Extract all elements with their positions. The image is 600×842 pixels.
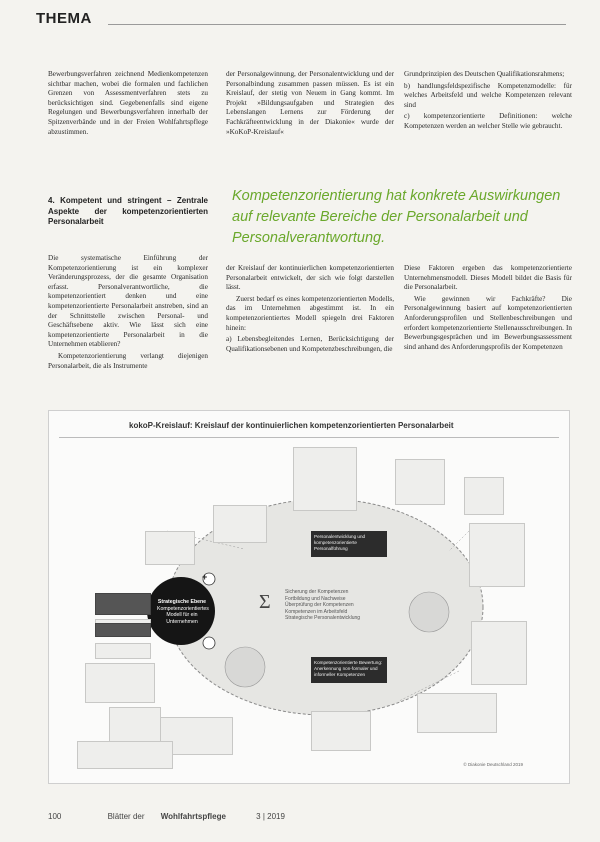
header-rule bbox=[108, 24, 566, 25]
right-node bbox=[409, 592, 449, 632]
center-node-label bbox=[157, 599, 207, 625]
column-1-body bbox=[48, 254, 208, 373]
pull-quote: Kompetenzorientierung hat konkrete Auswirkungen auf relevante Bereiche der Personalarbeit und Personalverantwortung. bbox=[232, 188, 561, 246]
column-2-body bbox=[226, 264, 394, 356]
figure-title: kokoP-Kreislauf: Kreislauf der kontinuierlichen kompetenzorientierten Personalarbeit bbox=[129, 421, 454, 430]
diagram-box bbox=[145, 531, 195, 565]
section-label: THEMA bbox=[36, 10, 92, 27]
paragraph: Bewerbungsverfahren zeichnend Medienkompetenzen sichtbar machen, wobei die formalen und fachlichen Grenzen von Assessmentverfahren stets zu berücksichtigen sind. Gegebenenfalls sind eigene Regelungen und Bewerbungsverfahren innerhalb der Spitzenverbände und in der Freien Wohlfahrtspflege abzustimmen. bbox=[48, 70, 208, 136]
bottom-dark-box: Kompetenzorientierte Bewertung: Anerkennung non-formaler und informeller Kompetenzen bbox=[311, 657, 387, 683]
column-1-top bbox=[48, 70, 208, 139]
center-node-title: Strategische Ebene bbox=[157, 599, 207, 605]
diagram-box bbox=[417, 693, 497, 733]
diagram-box bbox=[471, 621, 527, 685]
list-item: a) Lebensbegleitendes Lernen, Berücksichtigung der Qualifikationsebenen und Kompetenzbeschreibungen, die bbox=[226, 335, 394, 353]
column-3-body bbox=[404, 264, 572, 354]
column-3-top bbox=[404, 70, 572, 134]
figure-copyright: © Diakonie Deutschland 2019 bbox=[463, 762, 523, 767]
diagram-box bbox=[464, 477, 504, 515]
section-header bbox=[36, 10, 566, 34]
diagram-box bbox=[77, 741, 173, 769]
center-node-subtitle: Kompetenzorientiertes Modell für ein Unternehmen bbox=[157, 605, 209, 625]
paragraph: Diese Faktoren ergeben das kompetenzorientierte Unternehmensmodell. Dieses Modell bildet die Basis für die Personalarbeit. bbox=[404, 264, 572, 292]
diagram-box bbox=[469, 523, 525, 587]
dark-diagram-box bbox=[95, 593, 151, 615]
diagram-box bbox=[85, 663, 155, 703]
plus-sign: + bbox=[202, 572, 208, 582]
list-item: c) kompetenzorientierte Definitionen: welche Kompetenzen werden an welcher Stelle wie gebraucht. bbox=[404, 112, 572, 130]
column-2-top bbox=[226, 70, 394, 139]
paragraph: der Kreislauf der kontinuierlichen kompetenzorientierten Personalarbeit entwickelt, der sich wie folgt darstellen lässt. bbox=[226, 264, 394, 292]
sigma-symbol: Σ bbox=[259, 591, 271, 613]
paragraph: Die systematische Einführung der Kompetenzorientierung ist ein komplexer Veränderungsprozess, der die gesamte Organisation erfasst. Personalverantwortliche, die kompetenzorientiert denken und eine kompetenzorientierte Personalarbeit anstreben, sind an der Schnittstelle zwischen Personal- und Geschäftsebene aktiv. Wie lässt sich eine kompetenzorientierte Personalarbeit in die Unternehmen etablieren? bbox=[48, 254, 208, 349]
paragraph: Wie gewinnen wir Fachkräfte? Die Personalgewinnung basiert auf kompetenzorientierten Anforderungsprofilen und Stellenbeschreibungen und erfordert kompetenzorientierte Stellenausschreibungen. In Bewerbungsgesprächen und im Bewerbungsassessment sind anhand des Anforderungsprofils der Kompetenzen bbox=[404, 294, 572, 351]
diagram-box bbox=[395, 459, 445, 505]
diagram-box bbox=[311, 711, 371, 751]
paragraph: Kompetenzorientierung verlangt diejenigen Personalarbeit, die als Instrumente bbox=[48, 351, 208, 370]
minus-node bbox=[203, 637, 215, 649]
page-footer bbox=[48, 812, 568, 821]
diagram-box bbox=[213, 505, 267, 543]
diagram-box bbox=[95, 643, 151, 659]
list-item: b) handlungsfeldspezifische Kompetenzmodelle: für welches Arbeitsfeld und welche Kompetenzen relevant sind bbox=[404, 81, 572, 109]
column-1-heading bbox=[48, 196, 208, 228]
cycle-center-text: Sicherung der Kompetenzen Fortbildung und Nachweise Überprüfung der Kompetenzen Kompetenzen im Arbeitsfeld Strategische Personalentwicklung bbox=[285, 589, 361, 621]
paragraph: Grundprinzipien des Deutschen Qualifikationsrahmens; bbox=[404, 70, 565, 78]
paragraph: Zuerst bedarf es eines kompetenzorientierten Modells, das im Unternehmen abgestimmt ist. In ein kompetenzorientiertes Modell spiegeln drei Faktoren hinein: bbox=[226, 294, 394, 332]
top-dark-box: Personalentwicklung und kompetenzorientierte Personalführung bbox=[311, 531, 387, 557]
bottom-node bbox=[225, 647, 265, 687]
journal-title: Wohlfahrtspflege bbox=[160, 812, 226, 821]
dark-diagram-box bbox=[95, 623, 151, 637]
paragraph: der Personalgewinnung, der Personalentwicklung und der Personalbindung zusammen passen müssen. Es ist ein Kreislauf, der stetig von Neuem in Gang kommt. Im Projekt »Bildungsaufgaben und Strategien des Lebenslangen Lernens zur Förderung der Fachkräfteentwicklung in der Diakonie« wurde der »KoKoP-Kreislauf« bbox=[226, 70, 394, 136]
diagram-box bbox=[109, 707, 161, 743]
cycle-diagram bbox=[48, 410, 570, 784]
section-heading: 4. Kompetent und stringent – Zentrale Aspekte der kompetenzorientierten Personalarbeit bbox=[48, 196, 208, 226]
issue-number: 3 | 2019 bbox=[256, 812, 285, 821]
journal-name bbox=[108, 812, 243, 821]
page-number: 100 bbox=[48, 812, 62, 821]
diagram-box bbox=[293, 447, 357, 511]
connector bbox=[449, 531, 469, 551]
journal-prefix: Blätter der bbox=[107, 812, 145, 821]
